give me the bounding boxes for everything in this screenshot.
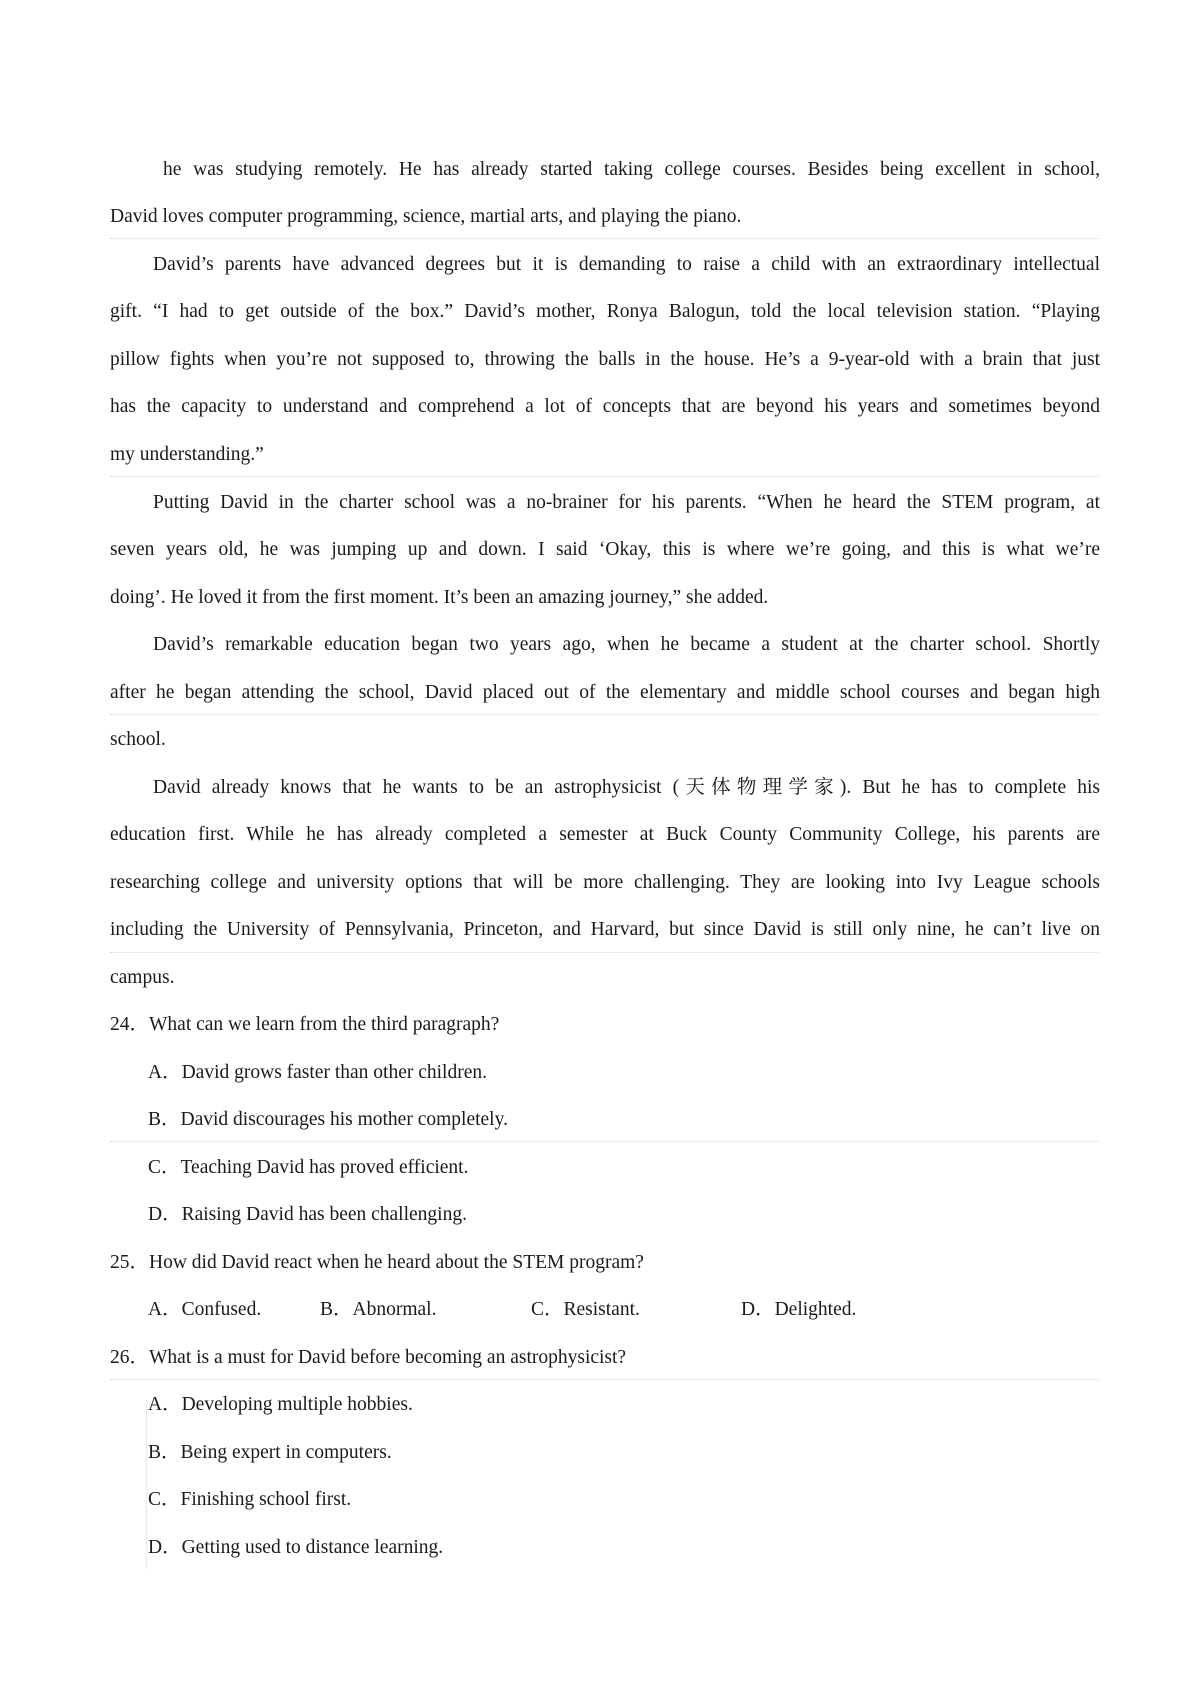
passage-line: researching college and university options that will be more challenging. They are looking into Ivy League schools [110,872,1100,893]
passage-line: after he began attending the school, David placed out of the elementary and middle school courses and began high [110,682,1100,703]
passage-line: Putting David in the charter school was a no-brainer for his parents. “When he heard the STEM program, at [153,492,1100,513]
passage-line: he was studying remotely. He has already started taking college courses. Besides being excellent in school, [163,159,1100,180]
dotted-separator [110,714,1100,715]
question-number: 26． [110,1347,150,1368]
question-text: What can we learn from the third paragraph? [149,1014,500,1035]
passage-line: doing’. He loved it from the first moment. It’s been an amazing journey,” she added. [110,587,769,608]
passage-line: gift. “I had to get outside of the box.” David’s mother, Ronya Balogun, told the local television station. “Playing [110,301,1100,322]
answer-option[interactable]: D．Delighted. [741,1299,857,1320]
passage-line: David loves computer programming, science, martial arts, and playing the piano. [110,206,742,227]
answer-option[interactable]: C．Finishing school first. [148,1489,352,1510]
question-text: What is a must for David before becoming an astrophysicist? [149,1347,627,1368]
passage-line: education first. While he has already completed a semester at Buck County Community College, his parents are [110,824,1100,845]
dotted-separator [110,238,1100,239]
passage-line: pillow fights when you’re not supposed to, throwing the balls in the house. He’s a 9-year-old with a brain that just [110,349,1100,370]
passage-line: my understanding.” [110,444,264,465]
answer-option[interactable]: C．Teaching David has proved efficient. [148,1157,469,1178]
dotted-separator [110,952,1100,953]
question-stem [110,1012,1100,1038]
passage-line: David’s parents have advanced degrees but it is demanding to raise a child with an extraordinary intellectual [153,254,1100,275]
question-stem [110,1250,1100,1276]
answer-option[interactable]: B．Being expert in computers. [148,1442,392,1463]
answer-option[interactable]: D．Getting used to distance learning. [148,1537,444,1558]
passage-line: David already knows that he wants to be an astrophysicist (天体物理学家). But he has to complete his [153,777,1100,798]
answer-option[interactable]: A．Developing multiple hobbies. [148,1394,413,1415]
answer-option[interactable]: A．David grows faster than other children. [148,1062,487,1083]
passage-line: campus. [110,967,175,988]
passage-line: has the capacity to understand and comprehend a lot of concepts that are beyond his years and sometimes beyond [110,396,1100,417]
dotted-separator [110,1379,1100,1380]
dotted-margin-guide [146,1400,147,1570]
passage-line: including the University of Pennsylvania, Princeton, and Harvard, but since David is still only nine, he can’t live on [110,919,1100,940]
passage-line: seven years old, he was jumping up and down. I said ‘Okay, this is where we’re going, and this is what we’re [110,539,1100,560]
answer-option[interactable]: C．Resistant. [531,1299,640,1320]
question-text: How did David react when he heard about the STEM program? [149,1252,644,1273]
answer-option[interactable]: B．Abnormal. [320,1299,437,1320]
passage-line: school. [110,729,166,750]
answer-option[interactable]: A．Confused. [148,1299,262,1320]
question-stem [110,1345,1100,1371]
question-number: 24． [110,1014,150,1035]
dotted-separator [110,1141,1100,1142]
question-number: 25． [110,1252,150,1273]
answer-option[interactable]: B．David discourages his mother completely. [148,1109,508,1130]
passage-line: David’s remarkable education began two years ago, when he became a student at the charter school. Shortly [153,634,1100,655]
dotted-separator [110,476,1100,477]
answer-option[interactable]: D．Raising David has been challenging. [148,1204,467,1225]
